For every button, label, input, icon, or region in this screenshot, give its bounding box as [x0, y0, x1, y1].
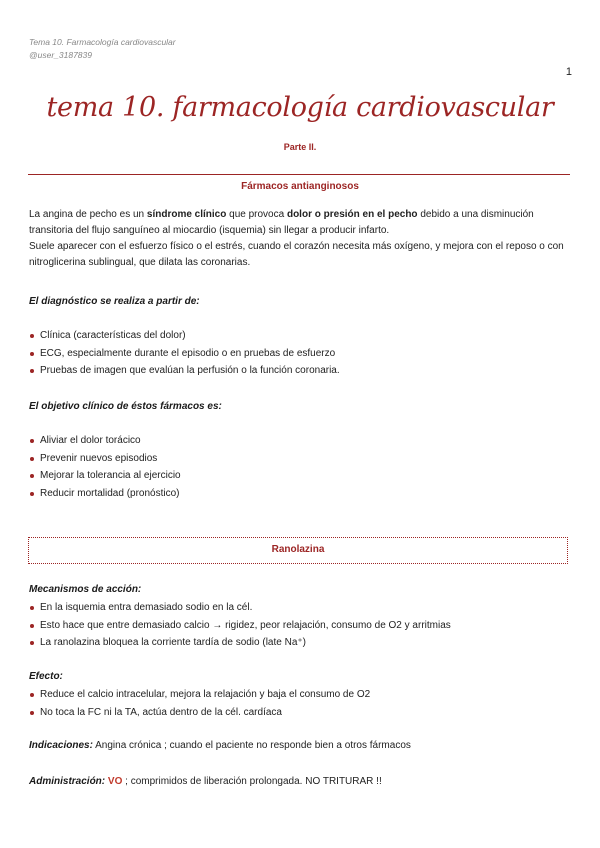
- section-heading-antianginosos: Fármacos antianginosos: [241, 181, 359, 192]
- list-item: Mejorar la tolerancia al ejercicio: [29, 467, 181, 485]
- indications-text: Angina crónica ; cuando el paciente no responde bien a otros fármacos: [92, 740, 411, 751]
- intro-text-1: La angina de pecho es un: [29, 209, 147, 220]
- intro-text-2: que provoca: [226, 209, 287, 220]
- intro-text-3: debido a una disminución transitoria del flujo sanguíneo al miocardio (isquemia) sin llegar a producir infarto.: [29, 209, 534, 236]
- diagnosis-list: [29, 327, 340, 380]
- list-item: No toca la FC ni la TA, actúa dentro de la cél. cardíaca: [29, 704, 370, 722]
- indications-label: Indicaciones:: [29, 740, 93, 751]
- list-item: Aliviar el dolor torácico: [29, 432, 181, 450]
- objective-heading: El objetivo clínico de éstos fármacos es:: [29, 401, 222, 412]
- list-item: Prevenir nuevos episodios: [29, 450, 181, 468]
- running-header-user: @user_3187839: [29, 50, 92, 60]
- list-item: Clínica (características del dolor): [29, 327, 340, 345]
- running-header-title: Tema 10. Farmacología cardiovascular: [29, 37, 176, 47]
- objective-list: [29, 432, 181, 502]
- mechanism-list: [29, 599, 451, 652]
- administration-route: VO: [105, 776, 123, 787]
- list-item: ECG, especialmente durante el episodio o en pruebas de esfuerzo: [29, 345, 340, 363]
- intro-bold-2: dolor o presión en el pecho: [286, 209, 418, 220]
- administration-line: [29, 776, 382, 787]
- list-item: Esto hace que entre demasiado calcio → rigidez, peor relajación, consumo de O2 y arritmias: [29, 617, 451, 635]
- effect-list: [29, 686, 370, 721]
- intro-paragraph: [29, 207, 574, 271]
- list-item: Reducir mortalidad (pronóstico): [29, 485, 181, 503]
- page-subtitle: Parte II.: [283, 142, 317, 152]
- administration-text: ; comprimidos de liberación prolongada. NO TRITURAR !!: [122, 776, 382, 787]
- intro-text-4: Suele aparecer con el esfuerzo físico o el estrés, cuando el corazón necesita más oxígeno, y mejora con el reposo o con nitroglicerina sublingual, que dilata las coronarias.: [29, 241, 564, 268]
- page-title: tema 10. farmacología cardiovascular: [46, 92, 554, 123]
- indications-line: [29, 740, 411, 751]
- mechanism-heading: Mecanismos de acción:: [29, 584, 142, 595]
- administration-label: Administración:: [29, 776, 106, 787]
- intro-bold-1: síndrome clínico: [146, 209, 227, 220]
- diagnosis-heading: El diagnóstico se realiza a partir de:: [29, 296, 200, 307]
- list-item: Reduce el calcio intracelular, mejora la relajación y baja el consumo de O2: [29, 686, 370, 704]
- list-item: Pruebas de imagen que evalúan la perfusión o la función coronaria.: [29, 362, 340, 380]
- effect-heading: Efecto:: [29, 671, 63, 682]
- list-item: En la isquemia entra demasiado sodio en la cél.: [29, 599, 451, 617]
- list-item: La ranolazina bloquea la corriente tardía de sodio (late Na⁺): [29, 634, 451, 652]
- ranolazina-section-box: Ranolazina: [28, 537, 568, 564]
- page-number: 1: [565, 66, 572, 78]
- title-divider: [28, 174, 570, 175]
